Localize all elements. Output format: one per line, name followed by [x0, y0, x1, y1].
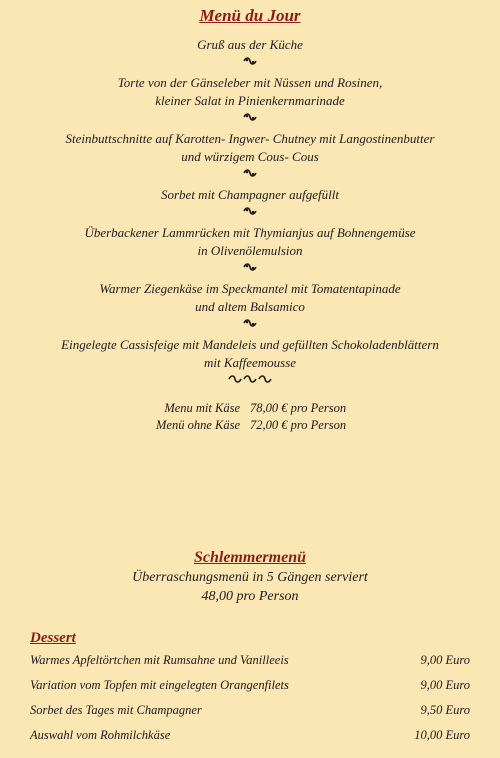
course-line: und würzigem Cous- Cous	[181, 149, 319, 164]
dessert-item	[30, 723, 470, 748]
price-label: Menu mit Käse	[164, 401, 240, 415]
dessert-price: 9,50 Euro	[420, 703, 470, 717]
dessert-section	[30, 628, 470, 748]
triple-swirl-ornament-icon	[0, 372, 500, 392]
swirl-ornament-icon	[0, 54, 500, 74]
schlemmermenu-price: 48,00 pro Person	[201, 589, 299, 604]
dessert-item	[30, 648, 470, 673]
course-list	[0, 36, 500, 434]
course-5	[0, 280, 500, 316]
swirl-ornament-icon	[0, 166, 500, 186]
course-line: Eingelegte Cassisfeige mit Mandeleis und gefüllten Schokoladenblättern	[61, 337, 439, 352]
price-label: Menü ohne Käse	[155, 418, 240, 432]
swirl-ornament-icon	[0, 110, 500, 130]
price-row	[120, 417, 380, 434]
course-line: Warmer Ziegenkäse im Speckmantel mit Tomatentapinade	[99, 281, 401, 296]
schlemmermenu-section	[0, 548, 500, 606]
course-2	[0, 130, 500, 166]
dessert-item	[30, 698, 470, 723]
price-row	[120, 400, 380, 417]
course-line: mit Kaffeemousse	[203, 355, 297, 370]
dessert-price: 10,00 Euro	[414, 728, 470, 742]
price-value: 78,00 € pro Person	[250, 401, 347, 415]
course-0	[0, 36, 500, 54]
dessert-price: 9,00 Euro	[420, 653, 470, 667]
course-line: Überbackener Lammrücken mit Thymianjus auf Bohnengemüse	[84, 225, 416, 240]
course-6	[0, 336, 500, 372]
dessert-name: Sorbet des Tages mit Champagner	[30, 703, 202, 717]
swirl-ornament-icon	[0, 204, 500, 224]
swirl-ornament-icon	[0, 316, 500, 336]
course-line: in Olivenölemulsion	[197, 243, 303, 258]
course-line: Steinbuttschnitte auf Karotten- Ingwer- Chutney mit Langostinenbutter	[65, 131, 435, 146]
course-line: kleiner Salat in Pinienkernmarinade	[155, 93, 345, 108]
course-line: Gruß aus der Küche	[197, 37, 303, 52]
dessert-price: 9,00 Euro	[420, 678, 470, 692]
course-3	[0, 186, 500, 204]
course-line: Sorbet mit Champagner aufgefüllt	[160, 187, 340, 202]
menu-prices	[120, 400, 380, 434]
dessert-name: Variation vom Topfen mit eingelegten Orangenfilets	[30, 678, 289, 692]
course-1	[0, 74, 500, 110]
page-title: Menü du Jour	[199, 6, 301, 25]
course-line: Torte von der Gänseleber mit Nüssen und Rosinen,	[117, 75, 383, 90]
price-value: 72,00 € pro Person	[250, 418, 347, 432]
course-line: und altem Balsamico	[195, 299, 305, 314]
dessert-title: Dessert	[30, 630, 76, 646]
schlemmermenu-title: Schlemmermenü	[193, 549, 306, 566]
dessert-item	[30, 673, 470, 698]
dessert-name: Auswahl vom Rohmilchkäse	[30, 728, 171, 742]
dessert-name: Warmes Apfeltörtchen mit Rumsahne und Vanilleeis	[30, 653, 289, 667]
swirl-ornament-icon	[0, 260, 500, 280]
schlemmermenu-description: Überraschungsmenü in 5 Gängen serviert	[132, 570, 368, 585]
course-4	[0, 224, 500, 260]
